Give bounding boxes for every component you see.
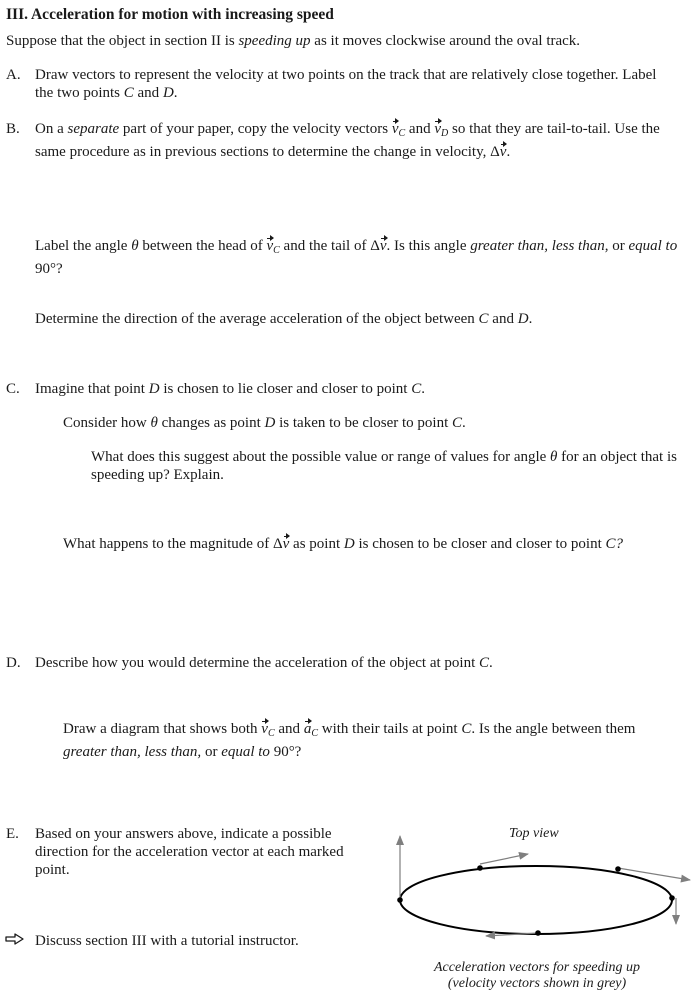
section-title: III. Acceleration for motion with increasing speed: [6, 6, 334, 23]
part-a-text: Draw vectors to represent the velocity at two points on the track that are relatively close together. Label the two points C and D.: [35, 67, 657, 101]
part-c-suggest: What does this suggest about the possible value or range of values for angle θ for an object that is speeding up? Explain.: [91, 449, 677, 483]
part-a-marker: A.: [6, 67, 21, 83]
part-d-marker: D.: [6, 655, 21, 671]
part-c-text: Imagine that point D is chosen to lie closer and closer to point C.: [35, 381, 425, 397]
part-e-text: Based on your answers above, indicate a possible direction for the acceleration vector at each marked point.: [35, 826, 344, 878]
part-d-text: Describe how you would determine the acceleration of the object at point C.: [35, 655, 493, 671]
oval-track: [400, 866, 672, 934]
part-c-magnitude: What happens to the magnitude of Δv as point D is chosen to be closer and closer to point C?: [63, 536, 624, 552]
part-b-direction: Determine the direction of the average acceleration of the object between C and D.: [35, 311, 533, 327]
velocity-vector-top-right: [618, 868, 690, 880]
track-point: [397, 897, 403, 903]
track-point: [477, 865, 483, 871]
figure-top-view-label: Top view: [509, 826, 559, 841]
pointing-hand-icon: [5, 932, 27, 946]
part-b-text: On a separate part of your paper, copy the velocity vectors $v_C$ and $v_D$ so that they are tail-to-tail. Use the same procedure as in previous sections to determine the change in velocity, Δv.: [35, 121, 660, 160]
part-b-marker: B.: [6, 121, 20, 137]
track-point: [669, 895, 675, 901]
velocity-vector-top: [480, 854, 528, 864]
part-e-marker: E.: [6, 826, 19, 842]
track-point: [535, 930, 541, 936]
part-d-diagram: Draw a diagram that shows both $v_C$ and $a_C$ with their tails at point C. Is the angle between them greater than, less than, or equal to 90°?: [63, 721, 636, 760]
discuss-text: Discuss section III with a tutorial instructor.: [35, 933, 299, 949]
oval-track-figure: [390, 830, 698, 960]
part-c-marker: C.: [6, 381, 20, 397]
part-c-consider: Consider how θ changes as point D is taken to be closer to point C.: [63, 415, 466, 431]
track-point: [615, 866, 621, 872]
section-intro: Suppose that the object in section II is speeding up as it moves clockwise around the oval track.: [6, 33, 581, 49]
part-b-angle: Label the angle θ between the head of $v_C$ and the tail of Δv. Is this angle greater than, less than, or equal to 90°?: [35, 238, 678, 277]
figure-caption: Acceleration vectors for speeding up (velocity vectors shown in grey): [433, 960, 641, 991]
